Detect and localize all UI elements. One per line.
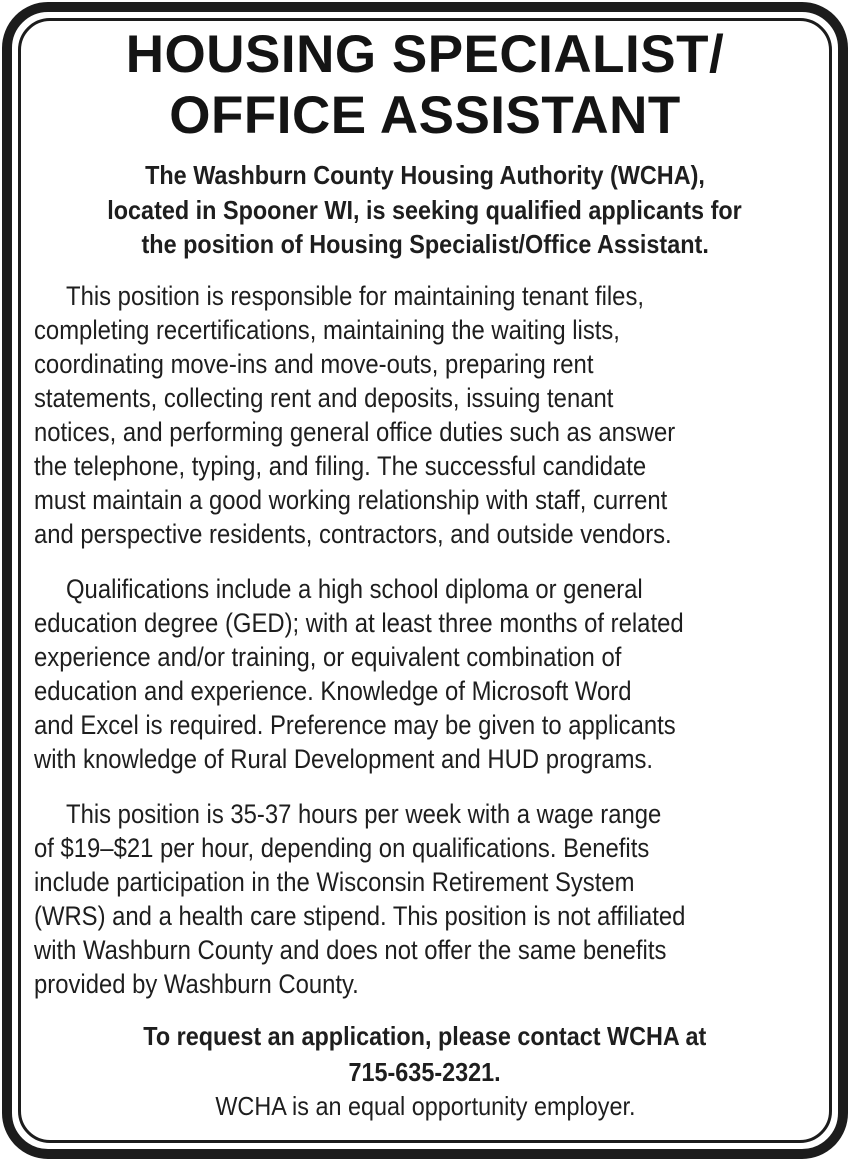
paragraph-line: of $19–$21 per hour, depending on qualifications. Benefits bbox=[34, 833, 650, 863]
ad-title-line-1: HOUSING SPECIALIST/ bbox=[125, 25, 725, 84]
paragraph-line: and Excel is required. Preference may be given to applicants bbox=[34, 710, 676, 740]
intro-line: The Washburn County Housing Authority (WCHA), bbox=[145, 160, 705, 190]
paragraph-line: statements, collecting rent and deposits, issuing tenant bbox=[34, 383, 614, 413]
paragraph-line: the telephone, typing, and filing. The successful candidate bbox=[34, 451, 647, 481]
paragraph-line: and perspective residents, contractors, and outside vendors. bbox=[34, 519, 672, 549]
intro-line: located in Spooner WI, is seeking qualified applicants for bbox=[107, 195, 743, 225]
paragraph-line: include participation in the Wisconsin Retirement System bbox=[34, 867, 635, 897]
paragraph-line: with Washburn County and does not offer the same benefits bbox=[34, 935, 667, 965]
paragraph-line: provided by Washburn County. bbox=[34, 969, 359, 999]
paragraph-line: with knowledge of Rural Development and HUD programs. bbox=[34, 744, 654, 774]
contact-phone: 715-635-2321. bbox=[348, 1057, 502, 1087]
paragraph-line: education and experience. Knowledge of Microsoft Word bbox=[34, 676, 632, 706]
contact-line: To request an application, please contact WCHA at bbox=[143, 1021, 707, 1051]
intro-line: the position of Housing Specialist/Office Assistant. bbox=[141, 229, 709, 259]
paragraph-line: This position is 35-37 hours per week with a wage range bbox=[66, 799, 662, 829]
paragraph-line: notices, and performing general office duties such as answer bbox=[34, 417, 676, 447]
paragraph-line: (WRS) and a health care stipend. This position is not affiliated bbox=[34, 901, 686, 931]
paragraph-line: Qualifications include a high school diploma or general bbox=[66, 574, 643, 604]
paragraph-line: coordinating move-ins and move-outs, preparing rent bbox=[34, 349, 594, 379]
paragraph-line: must maintain a good working relationship with staff, current bbox=[34, 485, 668, 515]
paragraph-line: completing recertifications, maintaining the waiting lists, bbox=[34, 315, 620, 345]
paragraph-line: This position is responsible for maintaining tenant files, bbox=[66, 281, 645, 311]
equal-opportunity-statement: WCHA is an equal opportunity employer. bbox=[214, 1091, 636, 1121]
paragraph-line: experience and/or training, or equivalent combination of bbox=[34, 642, 622, 672]
paragraph-line: education degree (GED); with at least three months of related bbox=[34, 608, 684, 638]
ad-title-line-2: OFFICE ASSISTANT bbox=[169, 86, 681, 145]
